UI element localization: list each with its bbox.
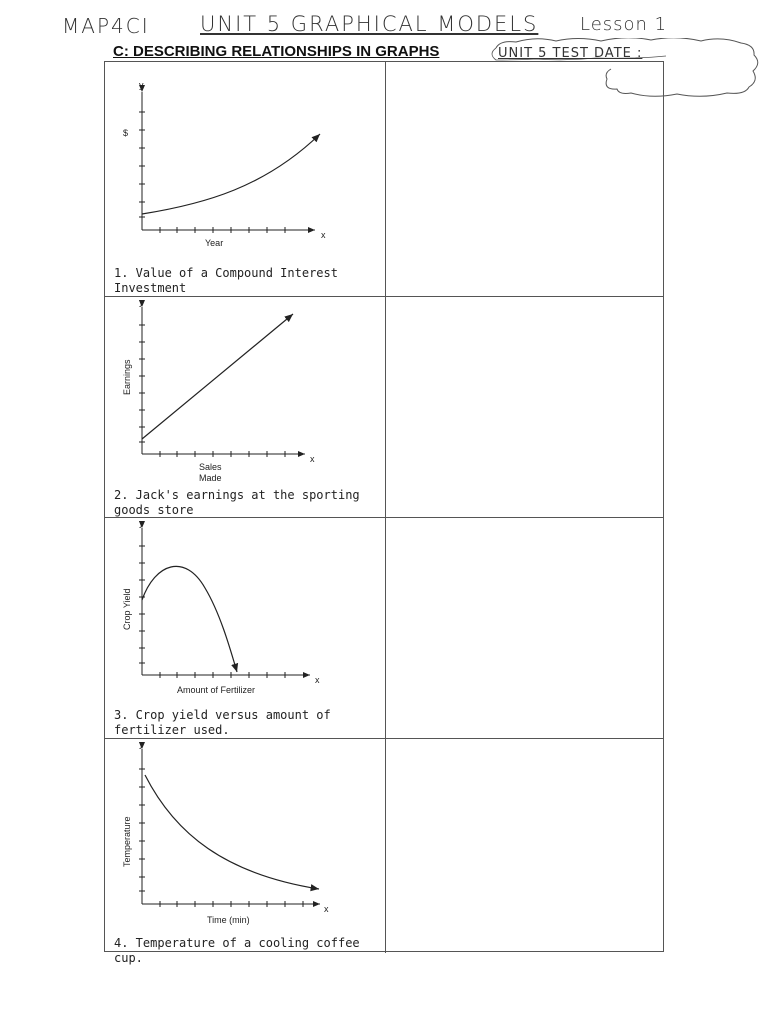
x-axis-label: Time (min)	[207, 915, 250, 925]
answer-cell[interactable]	[386, 62, 663, 296]
table-row	[105, 62, 663, 297]
table-row	[105, 297, 663, 518]
x-var: x	[321, 230, 326, 240]
graph-caption: 1. Value of a Compound Interest Investment	[114, 266, 338, 295]
earnings-graph	[105, 297, 385, 518]
graph-caption: 4. Temperature of a cooling coffee cup.	[114, 936, 360, 965]
y-var: y	[139, 518, 144, 528]
x-axis-label: Amount of Fertilizer	[177, 685, 256, 695]
x-var: x	[324, 904, 329, 914]
answer-cell[interactable]	[386, 297, 663, 517]
compound-interest-graph	[105, 62, 385, 297]
y-var: y	[139, 297, 144, 307]
graph-cell	[105, 297, 386, 517]
table-row	[105, 518, 663, 739]
y-axis-label: Temperature	[122, 816, 132, 867]
graph-caption: 2. Jack's earnings at the sporting goods store	[114, 488, 360, 517]
decay-curve	[145, 775, 319, 889]
x-axis-label-line1: Sales	[199, 462, 222, 472]
x-var: x	[310, 454, 315, 464]
test-date-label: UNIT 5 TEST DATE :	[498, 46, 643, 61]
y-axis-label: Earnings	[122, 359, 132, 395]
table-row	[105, 739, 663, 965]
crop-yield-graph	[105, 518, 385, 739]
x-axis-label: Year	[205, 238, 224, 248]
section-title: C: DESCRIBING RELATIONSHIPS IN GRAPHS	[113, 43, 440, 60]
temperature-graph	[105, 739, 385, 953]
y-var: y	[139, 80, 144, 90]
graph-cell	[105, 739, 386, 965]
graph-cell	[105, 62, 386, 296]
lesson-label: Lesson 1	[580, 14, 668, 35]
growth-curve	[142, 134, 320, 214]
y-axis-label: Crop Yield	[122, 588, 132, 630]
graphs-table	[104, 61, 664, 965]
course-code: MAP4CI	[62, 14, 150, 38]
y-axis-label: $	[123, 128, 129, 138]
linear-line	[142, 314, 293, 439]
x-axis-label-line2: Made	[199, 473, 222, 483]
graph-cell	[105, 518, 386, 738]
graph-caption: 3. Crop yield versus amount of fertilizer used.	[114, 708, 331, 737]
answer-cell[interactable]	[386, 739, 663, 953]
y-var: y	[139, 739, 144, 749]
parabola-curve	[142, 566, 237, 672]
unit-title: UNIT 5 GRAPHICAL MODELS	[200, 12, 539, 36]
x-var: x	[315, 675, 320, 685]
answer-cell[interactable]	[386, 518, 663, 738]
